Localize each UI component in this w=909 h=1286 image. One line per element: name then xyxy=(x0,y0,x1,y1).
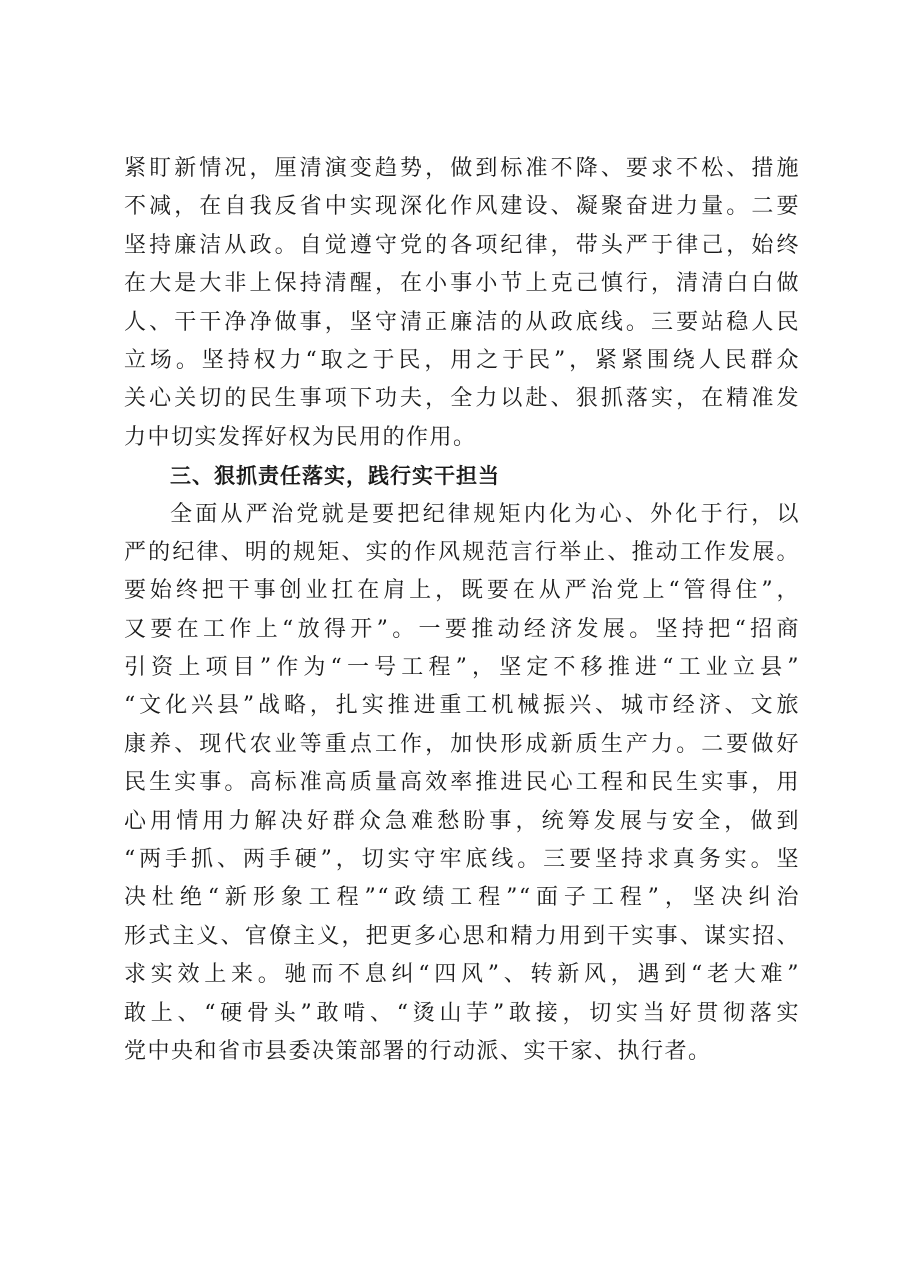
text-line: 要始终把干事创业扛在肩上，既要在从严治党上“管得住”， xyxy=(124,578,800,604)
text-line: 坚持廉洁从政。自觉遵守党的各项纪律，带头严于律己，始终 xyxy=(124,232,800,258)
section-paragraph xyxy=(124,496,800,1072)
text-line: 敢上、“硬骨头”敢啃、“烫山芋”敢接，切实当好贯彻落实 xyxy=(124,1000,800,1026)
text-line: 又要在工作上“放得开”。一要推动经济发展。坚持把“招商 xyxy=(124,616,800,642)
text-line: “两手抓、两手硬”，切实守牢底线。三要坚持求真务实。坚 xyxy=(124,847,800,873)
text-line: 立场。坚持权力“取之于民，用之于民”，紧紧围绕人民群众 xyxy=(124,347,800,373)
text-line: 民生实事。高标准高质量高效率推进民心工程和民生实事，用 xyxy=(124,770,800,796)
text-line: 形式主义、官僚主义，把更多心思和精力用到干实事、谋实招、 xyxy=(124,923,800,949)
text-line: 紧盯新情况，厘清演变趋势，做到标准不降、要求不松、措施 xyxy=(124,156,800,181)
text-line: 力中切实发挥好权为民用的作用。 xyxy=(124,424,477,450)
text-line: 心用情用力解决好群众急难愁盼事，统筹发展与安全，做到 xyxy=(124,808,800,834)
text-line: 在大是大非上保持清醒，在小事小节上克己慎行，清清白白做 xyxy=(124,271,800,297)
text-line: 党中央和省市县委决策部署的行动派、实干家、执行者。 xyxy=(124,1038,712,1064)
section-heading: 三、狠抓责任落实，践行实干担当 xyxy=(170,464,500,489)
text-line: 关心关切的民生事项下功夫，全力以赴、狠抓落实，在精准发 xyxy=(124,386,800,412)
text-line: 决杜绝“新形象工程”“政绩工程”“面子工程”，坚决纠治 xyxy=(124,885,800,911)
text-line: 引资上项目”作为“一号工程”，坚定不移推进“工业立县” xyxy=(124,655,800,681)
text-line: 全面从严治党就是要把纪律规矩内化为心、外化于行，以 xyxy=(170,501,800,527)
text-line: 严的纪律、明的规矩、实的作风规范言行举止、推动工作发展。 xyxy=(124,539,800,565)
document-body xyxy=(124,150,800,1071)
text-line: 人、干干净净做事，坚守清正廉洁的从政底线。三要站稳人民 xyxy=(124,309,800,335)
text-line: “文化兴县”战略，扎实推进重工机械振兴、城市经济、文旅 xyxy=(124,693,800,719)
text-line: 不减，在自我反省中实现深化作风建设、凝聚奋进力量。二要 xyxy=(124,194,800,220)
text-line: 康养、现代农业等重点工作，加快形成新质生产力。二要做好 xyxy=(124,731,800,757)
paragraph-continuation xyxy=(124,150,800,457)
text-line: 求实效上来。驰而不息纠“四风”、转新风，遇到“老大难” xyxy=(124,962,800,988)
